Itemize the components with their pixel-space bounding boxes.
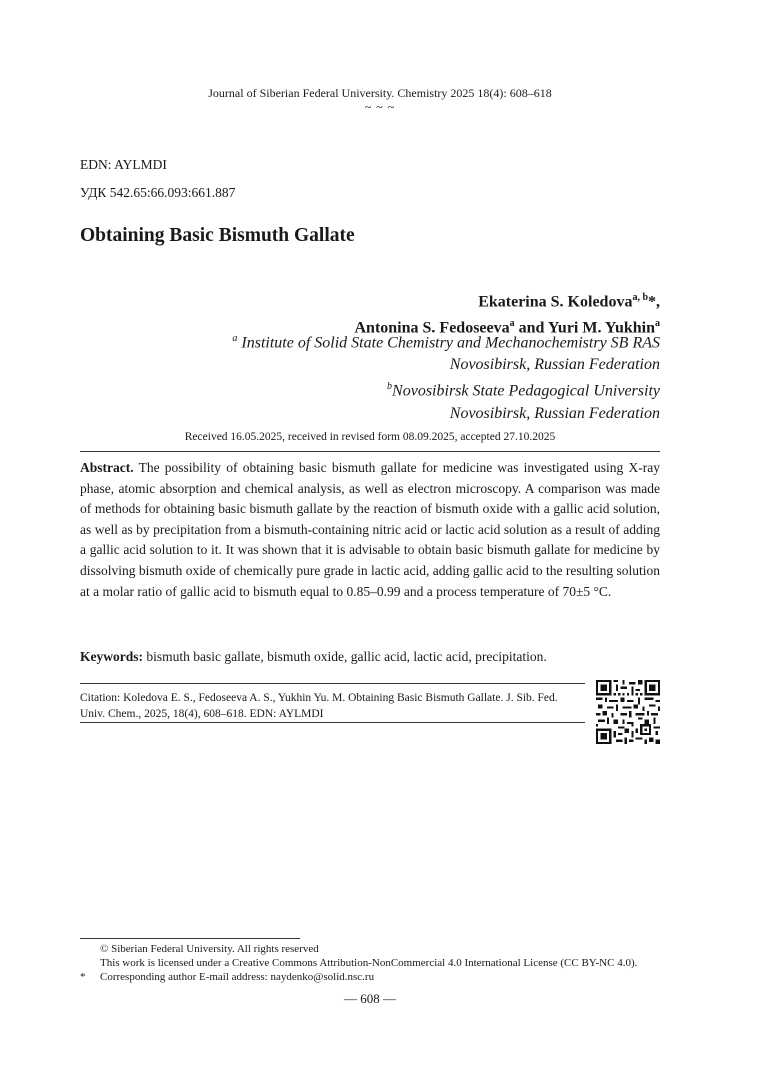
citation: Citation: Koledova E. S., Fedoseeva A. S., Yukhin Yu. M. Obtaining Basic Bismuth Gallate. J. Sib. Fed. Univ. Chem., 2025, 18(4), 608–618. EDN: AYLMDI: [80, 692, 558, 720]
author-name: Antonina S. Fedoseeva: [354, 319, 510, 337]
divider: [80, 683, 585, 684]
received-dates: Received 16.05.2025, received in revised form 08.09.2025, accepted 27.10.2025: [184, 431, 556, 443]
keywords-label: Keywords:: [80, 649, 143, 664]
journal-header: Journal of Siberian Federal University. Chemistry 2025 18(4): 608–618: [208, 86, 552, 100]
affiliation-city: Novosibirsk, Russian Federation: [449, 356, 660, 374]
abstract-label: Abstract.: [80, 460, 134, 475]
corresponding-mark: *,: [648, 293, 660, 311]
copyright-note: © Siberian Federal University. All rights reserved: [100, 943, 319, 955]
qr-code-icon: [596, 680, 660, 744]
edn-code: EDN: AYLMDI: [80, 157, 167, 172]
corresponding-author-note: [80, 970, 374, 985]
page-number: — 608 —: [344, 991, 396, 1006]
affiliations: [232, 328, 660, 425]
keywords-text: bismuth basic gallate, bismuth oxide, gallic acid, lactic acid, precipitation.: [143, 649, 547, 664]
paper-title: Obtaining Basic Bismuth Gallate: [80, 225, 355, 246]
affiliation-city: Novosibirsk, Russian Federation: [449, 404, 660, 422]
footnote-divider: [80, 938, 300, 939]
affiliation-name: Institute of Solid State Chemistry and Mechanochemistry SB RAS: [237, 334, 660, 352]
author-name: Ekaterina S. Koledova: [478, 293, 633, 311]
affil-sup: b: [387, 381, 393, 393]
author-conjunction: and: [514, 319, 548, 337]
divider: [80, 451, 660, 452]
affiliation-name: Novosibirsk State Pedagogical University: [392, 382, 660, 400]
divider: [80, 722, 585, 723]
header-separator: ~ ~ ~: [364, 100, 396, 114]
author-name: Yuri M. Yukhin: [547, 319, 655, 337]
keywords: [80, 647, 660, 667]
affil-sup: a: [232, 333, 238, 344]
udk-code: УДК 542.65:66.093:661.887: [80, 185, 236, 200]
author-affil-sup: a: [509, 318, 515, 330]
abstract: [80, 458, 660, 602]
author-affil-sup: a, b: [632, 292, 648, 303]
abstract-text: The possibility of obtaining basic bismuth gallate for medicine was investigated using X-ray phase, atomic absorption and chemical analysis, as well as electron microscopy. A comparison was made of methods for obtaining basic bismuth gallate by the reaction of bismuth oxide with a gallic acid solution, as well as by precipitation from a bismuth-containing nitric acid or lactic acid solution as a result of adding a gallic acid solution to it. It was shown that it is advisable to obtain basic bismuth gallate for medicine by dissolving bismuth oxide of chemically pure grade in lactic acid, adding gallic acid to the resulting solution at a molar ratio of gallic acid to bismuth equal to 0.85–0.99 and a process temperature of 70±5 °C.: [80, 460, 660, 599]
corresponding-author-text: Corresponding author E-mail address: naydenko@solid.nsc.ru: [100, 971, 375, 983]
footnote-mark: *: [80, 971, 86, 983]
license-note: This work is licensed under a Creative Commons Attribution-NonCommercial 4.0 International License (CC BY-NC 4.0).: [100, 957, 638, 969]
author-affil-sup: a: [655, 318, 660, 330]
